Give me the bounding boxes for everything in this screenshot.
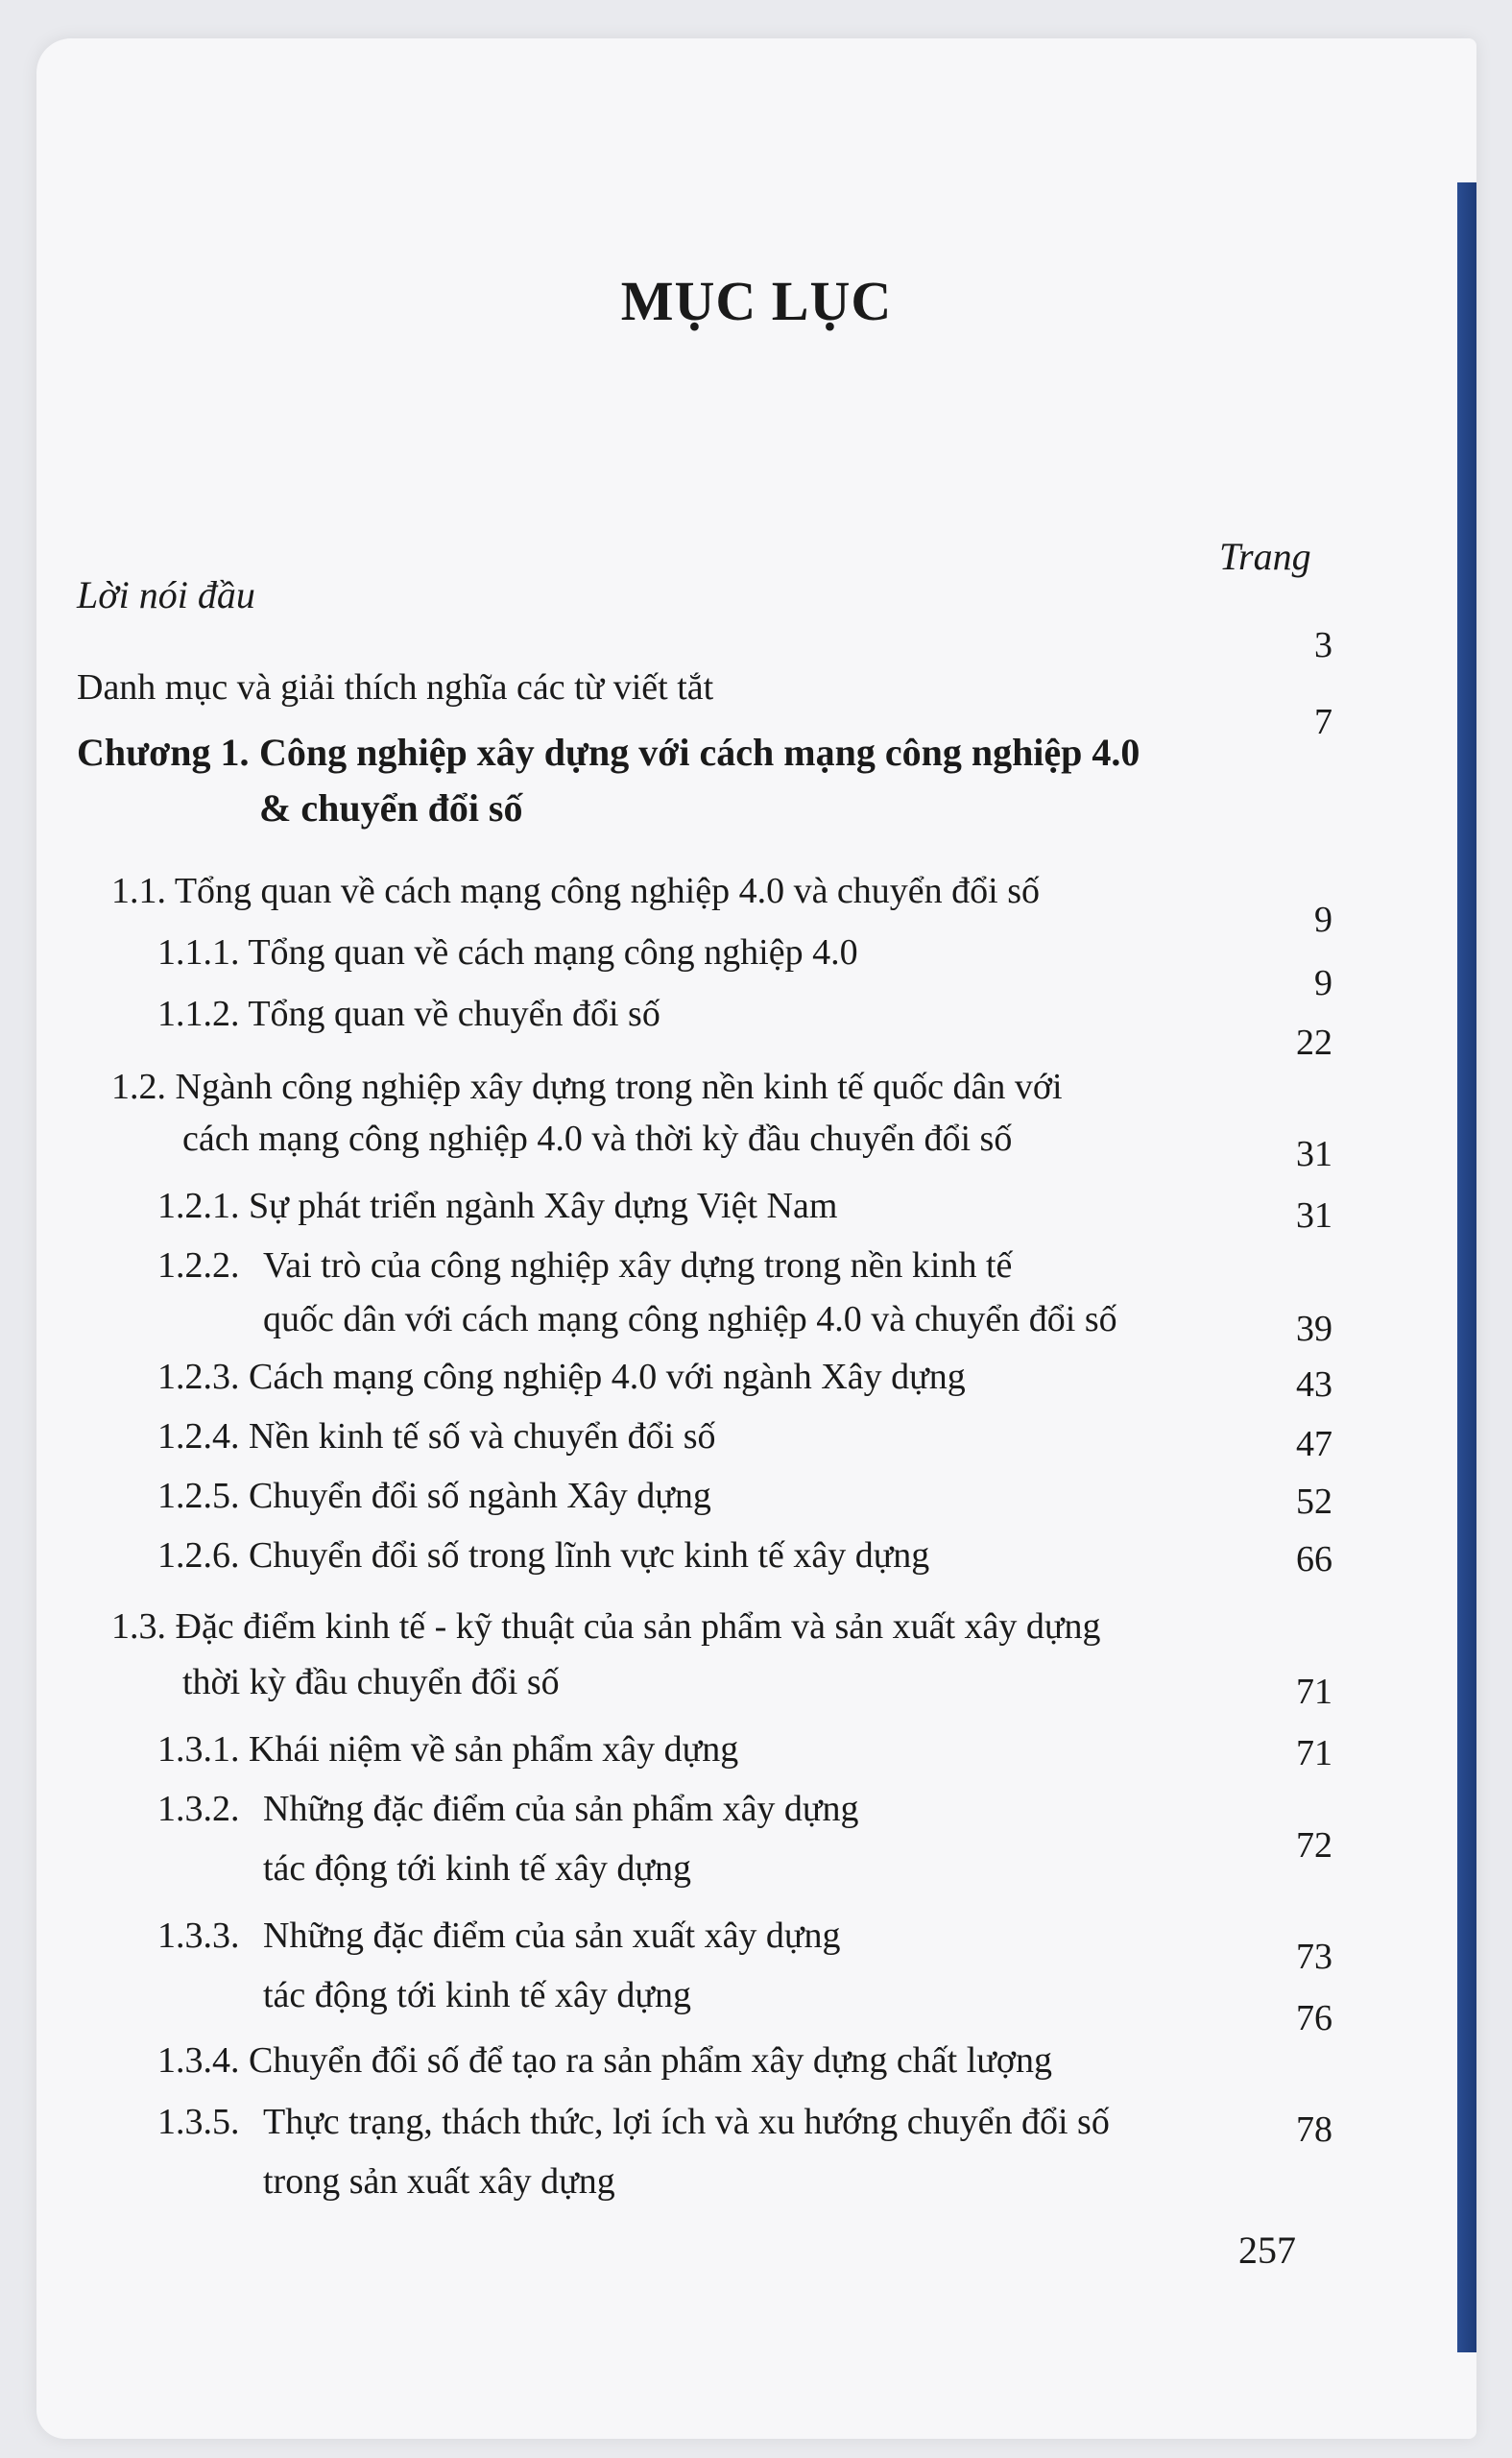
toc-entry-number: 1.2.2. [157, 1245, 240, 1286]
page-number: 257 [1238, 2229, 1296, 2272]
toc-page-number: 31 [1296, 1195, 1332, 1236]
toc-page-number: 73 [1296, 1937, 1332, 1977]
toc-chapter-number: Chương 1. [77, 731, 250, 774]
toc-page-number: 47 [1296, 1424, 1332, 1464]
toc-entry: 1.1.2. Tổng quan về chuyển đổi số [157, 994, 660, 1034]
page-column-header: Trang [1219, 535, 1311, 578]
toc-entry: 1.2.5. Chuyển đổi số ngành Xây dựng [157, 1476, 711, 1516]
toc-entry: 1.3.4. Chuyển đổi số để tạo ra sản phẩm xây dựng chất lượng [157, 2040, 1052, 2081]
toc-page-number: 66 [1296, 1539, 1332, 1579]
toc-page-number: 78 [1296, 2109, 1332, 2150]
page-title: MỤC LỤC [620, 270, 893, 332]
toc-page-number: 22 [1296, 1023, 1332, 1063]
toc-entry-abbreviations: Danh mục và giải thích nghĩa các từ viết tắt [77, 667, 714, 708]
toc-page-number: 76 [1296, 1998, 1332, 2038]
book-page [36, 38, 1476, 2439]
table-of-contents [36, 38, 1476, 2439]
toc-entry: tác động tới kinh tế xây dựng [263, 1975, 691, 2015]
toc-entry: Vai trò của công nghiệp xây dựng trong nền kinh tế [263, 1245, 1013, 1286]
toc-entry: 1.3. Đặc điểm kinh tế - kỹ thuật của sản phẩm và sản xuất xây dựng [111, 1606, 1101, 1647]
toc-entry: thời kỳ đầu chuyển đổi số [182, 1662, 560, 1702]
toc-entry: 1.1.1. Tổng quan về cách mạng công nghiệp 4.0 [157, 932, 858, 973]
toc-entry: 1.2.4. Nền kinh tế số và chuyển đổi số [157, 1416, 716, 1457]
toc-page-number: 39 [1296, 1309, 1332, 1349]
toc-entry: trong sản xuất xây dựng [263, 2161, 615, 2202]
toc-entry: tác động tới kinh tế xây dựng [263, 1848, 691, 1889]
toc-entry: 1.2.1. Sự phát triển ngành Xây dựng Việt Nam [157, 1186, 838, 1226]
toc-entry: cách mạng công nghiệp 4.0 và thời kỳ đầu chuyển đổi số [182, 1119, 1013, 1159]
toc-entry: 1.2. Ngành công nghiệp xây dựng trong nền kinh tế quốc dân với [111, 1067, 1063, 1107]
toc-entry-number: 1.3.5. [157, 2102, 240, 2142]
toc-page-number: 71 [1296, 1672, 1332, 1712]
toc-chapter-title: & chuyển đổi số [259, 786, 523, 830]
toc-entry: Những đặc điểm của sản phẩm xây dựng [263, 1789, 859, 1829]
toc-chapter-title: Công nghiệp xây dựng với cách mạng công nghiệp 4.0 [259, 731, 1140, 774]
toc-entry: quốc dân với cách mạng công nghiệp 4.0 và chuyển đổi số [263, 1299, 1117, 1339]
toc-page-number: 9 [1314, 900, 1332, 940]
toc-page-number: 31 [1296, 1134, 1332, 1174]
toc-entry-intro: Lời nói đầu [77, 573, 255, 616]
toc-page-number: 3 [1314, 625, 1332, 665]
toc-entry: Thực trạng, thách thức, lợi ích và xu hướng chuyển đổi số [263, 2102, 1110, 2142]
toc-entry: 1.2.6. Chuyển đổi số trong lĩnh vực kinh tế xây dựng [157, 1535, 930, 1576]
toc-page-number: 43 [1296, 1364, 1332, 1405]
toc-page-number: 72 [1296, 1825, 1332, 1866]
toc-page-number: 9 [1314, 963, 1332, 1003]
toc-entry: Những đặc điểm của sản xuất xây dựng [263, 1916, 841, 1956]
toc-entry-number: 1.3.2. [157, 1789, 240, 1829]
toc-entry: 1.3.1. Khái niệm về sản phẩm xây dựng [157, 1729, 739, 1770]
toc-page-number: 7 [1314, 702, 1332, 742]
toc-entry-number: 1.3.3. [157, 1916, 240, 1956]
toc-page-number: 71 [1296, 1733, 1332, 1773]
toc-entry: 1.2.3. Cách mạng công nghiệp 4.0 với ngành Xây dựng [157, 1357, 966, 1397]
toc-page-number: 52 [1296, 1482, 1332, 1522]
toc-entry: 1.1. Tổng quan về cách mạng công nghiệp 4.0 và chuyển đổi số [111, 871, 1041, 911]
